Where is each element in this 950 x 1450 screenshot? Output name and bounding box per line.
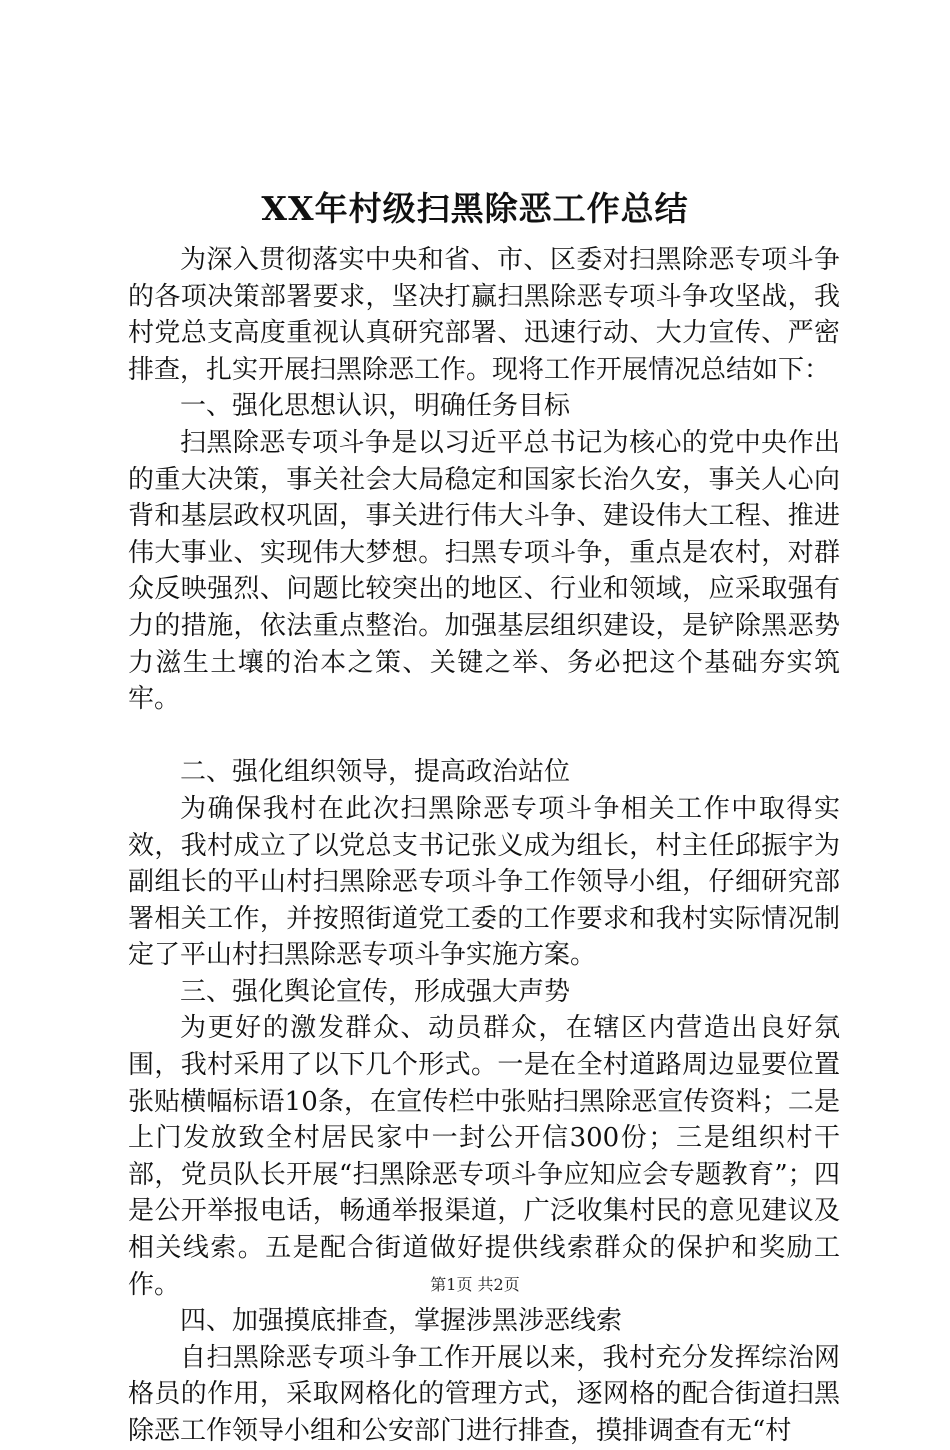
section-heading-2: 二、强化组织领导，提高政治站位 xyxy=(180,757,571,788)
document-title: XX年村级扫黑除恶工作总结 xyxy=(261,189,689,228)
section-paragraph-4: 自扫黑除恶专项斗争工作开展以来，我村充分发挥综治网格员的作用，采取网格化的管理方式，逐网格的配合街道扫黑除恶工作领导小组和公安部门进行排查，摸排调查有无“村 xyxy=(128,1342,840,1446)
paragraph-spacer xyxy=(128,718,840,755)
page-footer: 第1页 共2页 xyxy=(430,1275,520,1294)
section-paragraph-2: 为确保我村在此次扫黑除恶专项斗争相关工作中取得实效，我村成立了以党总支书记张义成为组长，村主任邱振宇为副组长的平山村扫黑除恶专项斗争工作领导小组，仔细研究部署相关工作，并按照街道党工委的工作要求和我村实际情况制定了平山村扫黑除恶专项斗争实施方案。 xyxy=(128,793,840,971)
section-paragraph-3: 为更好的激发群众、动员群众，在辖区内营造出良好氛围，我村采用了以下几个形式。一是在全村道路周边显要位置张贴横幅标语10条，在宣传栏中张贴扫黑除恶宣传资料；二是上门发放致全村居民家中一封公开信300份；三是组织村干部，党员队长开展“扫黑除恶专项斗争应知应会专题教育”；四是公开举报电话，畅通举报渠道，广泛收集村民的意见建议及相关线索。五是配合街道做好提供线索群众的保护和奖励工作。 xyxy=(128,1013,840,1300)
section-heading-3: 三、强化舆论宣传，形成强大声势 xyxy=(180,976,571,1007)
section-heading-1: 一、强化思想认识，明确任务目标 xyxy=(180,391,571,422)
document-body xyxy=(128,242,840,1450)
intro-paragraph: 为深入贯彻落实中央和省、市、区委对扫黑除恶专项斗争的各项决策部署要求，坚决打赢扫黑除恶专项斗争攻坚战，我村党总支高度重视认真研究部署、迅速行动、大力宣传、严密排查，扎实开展扫黑除恶工作。现将工作开展情况总结如下： xyxy=(128,245,840,385)
section-paragraph-1: 扫黑除恶专项斗争是以习近平总书记为核心的党中央作出的重大决策，事关社会大局稳定和国家长治久安，事关人心向背和基层政权巩固，事关进行伟大斗争、建设伟大工程、推进伟大事业、实现伟大梦想。扫黑专项斗争，重点是农村，对群众反映强烈、问题比较突出的地区、行业和领域，应采取强有力的措施，依法重点整治。加强基层组织建设，是铲除黑恶势力滋生土壤的治本之策、关键之举、务必把这个基础夯实筑牢。 xyxy=(128,427,840,715)
section-heading-4: 四、加强摸底排查，掌握涉黑涉恶线索 xyxy=(180,1306,623,1337)
